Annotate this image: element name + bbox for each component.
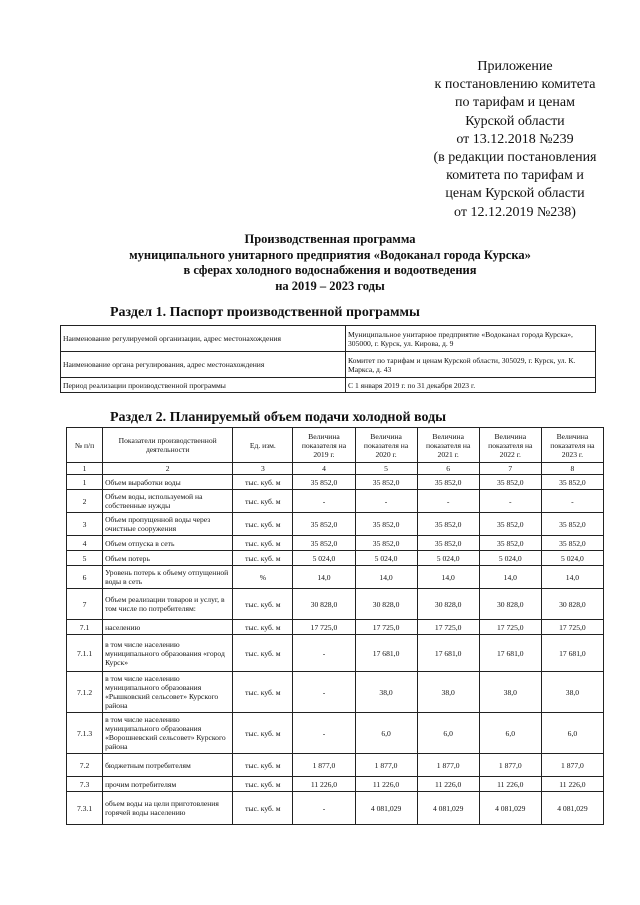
- row-name-cell: Объем реализации товаров и услуг, в том числе по потребителям:: [103, 589, 233, 620]
- row-value-cell: 17 725,0: [293, 620, 355, 635]
- row-value-cell: 14,0: [417, 566, 479, 589]
- row-value-cell: 17 725,0: [417, 620, 479, 635]
- row-number-cell: 1: [67, 475, 103, 490]
- row-unit-cell: тыс. куб. м: [233, 620, 293, 635]
- row-value-cell: -: [541, 490, 603, 513]
- index-cell: 6: [417, 463, 479, 475]
- row-value-cell: 35 852,0: [355, 536, 417, 551]
- row-value-cell: 11 226,0: [417, 777, 479, 792]
- row-value-cell: 17 681,0: [541, 635, 603, 672]
- row-name-cell: населению: [103, 620, 233, 635]
- row-value-cell: 17 725,0: [355, 620, 417, 635]
- index-cell: 3: [233, 463, 293, 475]
- row-value-cell: 35 852,0: [541, 475, 603, 490]
- row-number-cell: 7.1.1: [67, 635, 103, 672]
- table-row: [67, 713, 604, 754]
- row-value-cell: 1 877,0: [479, 754, 541, 777]
- section2-heading: Раздел 2. Планируемый объем подачи холодной воды: [110, 410, 447, 425]
- row-value-cell: 14,0: [541, 566, 603, 589]
- row-name-cell: объем воды на цели приготовления горячей воды населению: [103, 792, 233, 825]
- header-cell: Ед. изм.: [233, 428, 293, 463]
- table-row: [67, 635, 604, 672]
- row-name-cell: в том числе населению муниципального образования «Рышковский сельсовет» Курского района: [103, 672, 233, 713]
- row-value-cell: 14,0: [479, 566, 541, 589]
- document-title: [60, 232, 600, 294]
- row-value-cell: 17 725,0: [541, 620, 603, 635]
- passport-value: Муниципальное унитарное предприятие «Водоканал города Курска», 305000, г. Курск, ул. Кирова, д. 9: [346, 326, 596, 352]
- row-value-cell: 11 226,0: [541, 777, 603, 792]
- row-value-cell: 11 226,0: [293, 777, 355, 792]
- table-row: [67, 490, 604, 513]
- row-value-cell: 17 681,0: [355, 635, 417, 672]
- row-value-cell: 35 852,0: [293, 513, 355, 536]
- index-cell: 2: [103, 463, 233, 475]
- row-value-cell: 1 877,0: [541, 754, 603, 777]
- row-value-cell: 11 226,0: [355, 777, 417, 792]
- row-number-cell: 7.1: [67, 620, 103, 635]
- row-value-cell: 17 725,0: [479, 620, 541, 635]
- row-value-cell: 1 877,0: [293, 754, 355, 777]
- row-value-cell: 5 024,0: [479, 551, 541, 566]
- row-value-cell: -: [417, 490, 479, 513]
- table-row: [67, 589, 604, 620]
- row-unit-cell: тыс. куб. м: [233, 490, 293, 513]
- title-line: на 2019 – 2023 годы: [275, 278, 385, 293]
- appendix-line: Приложение: [477, 59, 553, 74]
- row-value-cell: 35 852,0: [417, 475, 479, 490]
- row-value-cell: 4 081,029: [479, 792, 541, 825]
- row-value-cell: 38,0: [355, 672, 417, 713]
- row-unit-cell: тыс. куб. м: [233, 475, 293, 490]
- row-unit-cell: %: [233, 566, 293, 589]
- row-value-cell: 30 828,0: [355, 589, 417, 620]
- row-value-cell: 38,0: [541, 672, 603, 713]
- row-value-cell: 4 081,029: [417, 792, 479, 825]
- row-value-cell: -: [293, 490, 355, 513]
- row-value-cell: -: [293, 792, 355, 825]
- table-row: [67, 792, 604, 825]
- table-row: [67, 566, 604, 589]
- row-number-cell: 7.1.3: [67, 713, 103, 754]
- title-line: муниципального унитарного предприятия «Водоканал города Курска»: [129, 247, 531, 262]
- row-number-cell: 4: [67, 536, 103, 551]
- row-value-cell: 6,0: [417, 713, 479, 754]
- row-value-cell: 11 226,0: [479, 777, 541, 792]
- appendix-line: ценам Курской области: [445, 186, 585, 202]
- row-value-cell: 17 681,0: [417, 635, 479, 672]
- row-number-cell: 7.1.2: [67, 672, 103, 713]
- appendix-line: (в редакции постановления: [433, 150, 597, 166]
- table-row: [67, 754, 604, 777]
- row-value-cell: 35 852,0: [355, 513, 417, 536]
- row-number-cell: 5: [67, 551, 103, 566]
- row-value-cell: 6,0: [355, 713, 417, 754]
- row-value-cell: 6,0: [479, 713, 541, 754]
- passport-label: Период реализации производственной программы: [61, 378, 346, 393]
- row-name-cell: прочим потребителям: [103, 777, 233, 792]
- section1-heading: Раздел 1. Паспорт производственной программы: [110, 305, 420, 320]
- row-unit-cell: тыс. куб. м: [233, 551, 293, 566]
- row-number-cell: 7.2: [67, 754, 103, 777]
- row-unit-cell: тыс. куб. м: [233, 792, 293, 825]
- row-value-cell: 35 852,0: [479, 513, 541, 536]
- row-value-cell: 35 852,0: [541, 536, 603, 551]
- header-cell: Величина показателя на 2020 г.: [355, 428, 417, 463]
- header-cell: Показатели производственной деятельности: [103, 428, 233, 463]
- row-number-cell: 7: [67, 589, 103, 620]
- table-row: [67, 536, 604, 551]
- row-value-cell: -: [355, 490, 417, 513]
- row-value-cell: 30 828,0: [417, 589, 479, 620]
- row-value-cell: 35 852,0: [417, 513, 479, 536]
- row-value-cell: 17 681,0: [479, 635, 541, 672]
- row-value-cell: 6,0: [541, 713, 603, 754]
- row-value-cell: 4 081,029: [355, 792, 417, 825]
- row-unit-cell: тыс. куб. м: [233, 589, 293, 620]
- row-number-cell: 6: [67, 566, 103, 589]
- row-value-cell: 5 024,0: [541, 551, 603, 566]
- header-cell: Величина показателя на 2019 г.: [293, 428, 355, 463]
- row-value-cell: 35 852,0: [541, 513, 603, 536]
- row-value-cell: 35 852,0: [417, 536, 479, 551]
- row-value-cell: 30 828,0: [541, 589, 603, 620]
- row-unit-cell: тыс. куб. м: [233, 513, 293, 536]
- row-value-cell: 14,0: [293, 566, 355, 589]
- row-unit-cell: тыс. куб. м: [233, 754, 293, 777]
- volume-table: [66, 427, 604, 825]
- table-row: [67, 475, 604, 490]
- row-value-cell: -: [293, 635, 355, 672]
- row-name-cell: Объем пропущенной воды через очистные сооружения: [103, 513, 233, 536]
- row-value-cell: 1 877,0: [355, 754, 417, 777]
- row-name-cell: в том числе населению муниципального образования «город Курск»: [103, 635, 233, 672]
- table-row: [67, 513, 604, 536]
- row-value-cell: 5 024,0: [417, 551, 479, 566]
- row-unit-cell: тыс. куб. м: [233, 635, 293, 672]
- row-value-cell: 5 024,0: [355, 551, 417, 566]
- row-value-cell: 38,0: [479, 672, 541, 713]
- row-unit-cell: тыс. куб. м: [233, 536, 293, 551]
- header-cell: № п/п: [67, 428, 103, 463]
- row-value-cell: 14,0: [355, 566, 417, 589]
- row-value-cell: 38,0: [417, 672, 479, 713]
- title-line: Производственная программа: [244, 232, 416, 246]
- table-row: [67, 672, 604, 713]
- row-value-cell: 5 024,0: [293, 551, 355, 566]
- appendix-line: от 13.12.2018 №239: [456, 131, 574, 147]
- row-value-cell: -: [479, 490, 541, 513]
- row-value-cell: 35 852,0: [293, 536, 355, 551]
- row-value-cell: 1 877,0: [417, 754, 479, 777]
- row-unit-cell: тыс. куб. м: [233, 672, 293, 713]
- table-row: [67, 551, 604, 566]
- row-name-cell: бюджетным потребителям: [103, 754, 233, 777]
- row-value-cell: 30 828,0: [479, 589, 541, 620]
- index-cell: 4: [293, 463, 355, 475]
- passport-value: С 1 января 2019 г. по 31 декабря 2023 г.: [346, 378, 596, 393]
- row-name-cell: в том числе населению муниципального образования «Ворошневский сельсовет» Курского района: [103, 713, 233, 754]
- title-line: в сферах холодного водоснабжения и водоотведения: [183, 263, 477, 277]
- row-value-cell: 35 852,0: [479, 536, 541, 551]
- appendix-line: Курской области: [465, 113, 565, 129]
- index-cell: 1: [67, 463, 103, 475]
- row-value-cell: 35 852,0: [355, 475, 417, 490]
- index-cell: 5: [355, 463, 417, 475]
- passport-table: [60, 325, 596, 393]
- row-value-cell: 35 852,0: [293, 475, 355, 490]
- table-header-row: [67, 428, 604, 463]
- index-cell: 8: [541, 463, 603, 475]
- row-name-cell: Объем воды, используемой на собственные нужды: [103, 490, 233, 513]
- index-cell: 7: [479, 463, 541, 475]
- header-cell: Величина показателя на 2021 г.: [417, 428, 479, 463]
- header-cell: Величина показателя на 2022 г.: [479, 428, 541, 463]
- row-number-cell: 2: [67, 490, 103, 513]
- row-unit-cell: тыс. куб. м: [233, 713, 293, 754]
- appendix-line: от 12.12.2019 №238): [454, 204, 576, 220]
- appendix-block: [400, 58, 630, 222]
- appendix-line: комитета по тарифам и: [446, 168, 584, 184]
- row-number-cell: 7.3: [67, 777, 103, 792]
- row-value-cell: -: [293, 672, 355, 713]
- row-name-cell: Объем выработки воды: [103, 475, 233, 490]
- table-row: [67, 777, 604, 792]
- row-name-cell: Уровень потерь к объему отпущенной воды в сеть: [103, 566, 233, 589]
- row-name-cell: Объем отпуска в сеть: [103, 536, 233, 551]
- table-row: [67, 620, 604, 635]
- passport-value: Комитет по тарифам и ценам Курской области, 305029, г. Курск, ул. К. Маркса, д. 43: [346, 352, 596, 378]
- header-cell: Величина показателя на 2023 г.: [541, 428, 603, 463]
- row-value-cell: -: [293, 713, 355, 754]
- row-value-cell: 35 852,0: [479, 475, 541, 490]
- passport-label: Наименование органа регулирования, адрес местонахождения: [61, 352, 346, 378]
- appendix-line: к постановлению комитета: [434, 77, 596, 93]
- row-name-cell: Объем потерь: [103, 551, 233, 566]
- column-index-row: [67, 463, 604, 475]
- appendix-line: по тарифам и ценам: [455, 95, 575, 111]
- row-value-cell: 30 828,0: [293, 589, 355, 620]
- passport-label: Наименование регулируемой организации, адрес местонахождения: [61, 326, 346, 352]
- row-value-cell: 4 081,029: [541, 792, 603, 825]
- row-number-cell: 7.3.1: [67, 792, 103, 825]
- row-number-cell: 3: [67, 513, 103, 536]
- row-unit-cell: тыс. куб. м: [233, 777, 293, 792]
